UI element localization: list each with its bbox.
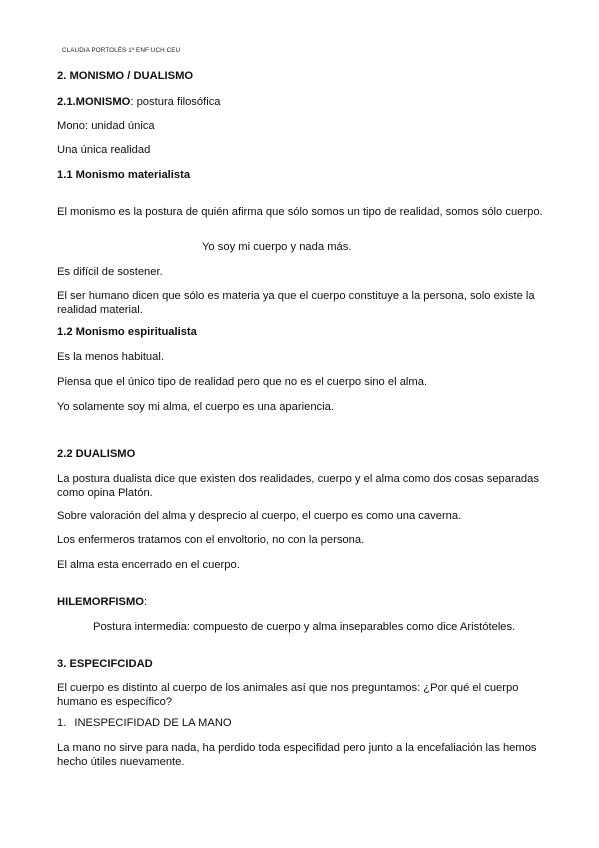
section-2-1-subtitle: : postura filosófica (130, 96, 221, 108)
paragraph-mano: La mano no sirve para nada, ha perdido toda especifidad pero junto a la encefaliación las hemos hecho útiles nuevamente. (57, 742, 537, 768)
section-2-2-title: 2.2 DUALISMO (57, 448, 136, 460)
sobre-line: Sobre valoración del alma y desprecio al cuerpo, el cuerpo es como una caverna. (57, 510, 462, 522)
list-item-1-number: 1. (57, 717, 67, 729)
section-2-title: 2. MONISMO / DUALISMO (57, 70, 194, 82)
page-header: CLAUDIA PORTOLÉS 1º ENF UCH CEU (62, 47, 181, 54)
encerrado-line: El alma esta encerrado en el cuerpo. (57, 559, 240, 571)
enfermeros-line: Los enfermeros tratamos con el envoltorio, no con la persona. (57, 534, 365, 546)
unica-realidad: Una única realidad (57, 144, 151, 156)
quote-line: Yo soy mi cuerpo y nada más. (202, 241, 352, 253)
paragraph-monismo: El monismo es la postura de quién afirma que sólo somos un tipo de realidad, somos sólo cuerpo. (57, 206, 543, 218)
hilemorfismo-colon: : (144, 596, 148, 608)
section-2-1-title: 2.1.MONISMO (57, 96, 131, 108)
paragraph-dualismo: La postura dualista dice que existen dos realidades, cuerpo y el alma como dos cosas separadas como opina Platón. (57, 473, 539, 499)
mono-definition: Mono: unidad única (57, 120, 155, 132)
paragraph-materia: El ser humano dicen que sólo es materia ya que el cuerpo constituye a la persona, solo existe la realidad material. (57, 290, 535, 316)
dificil-line: Es difícil de sostener. (57, 266, 163, 278)
section-3-title: 3. ESPECIFCIDAD (57, 658, 153, 670)
section-1-1-title: 1.1 Monismo materialista (57, 169, 191, 181)
solamente-line: Yo solamente soy mi alma, el cuerpo es una apariencia. (57, 401, 334, 413)
section-1-2-title: 1.2 Monismo espiritualista (57, 326, 197, 338)
section-2-1-line (57, 95, 221, 109)
hilemorfismo-title: HILEMORFISMO (57, 596, 145, 608)
list-item-1-text: INESPECIFIDAD DE LA MANO (74, 717, 232, 729)
list-item-1 (57, 716, 232, 730)
hilemorfismo-text: Postura intermedia: compuesto de cuerpo y alma inseparables como dice Aristóteles. (93, 621, 516, 633)
paragraph-especificidad: El cuerpo es distinto al cuerpo de los animales así que nos preguntamos: ¿Por qué el cuerpo humano es específico? (57, 682, 519, 708)
hilemorfismo-line (57, 595, 147, 609)
menos-line: Es la menos habitual. (57, 351, 164, 363)
piensa-line: Piensa que el único tipo de realidad pero que no es el cuerpo sino el alma. (57, 376, 428, 388)
